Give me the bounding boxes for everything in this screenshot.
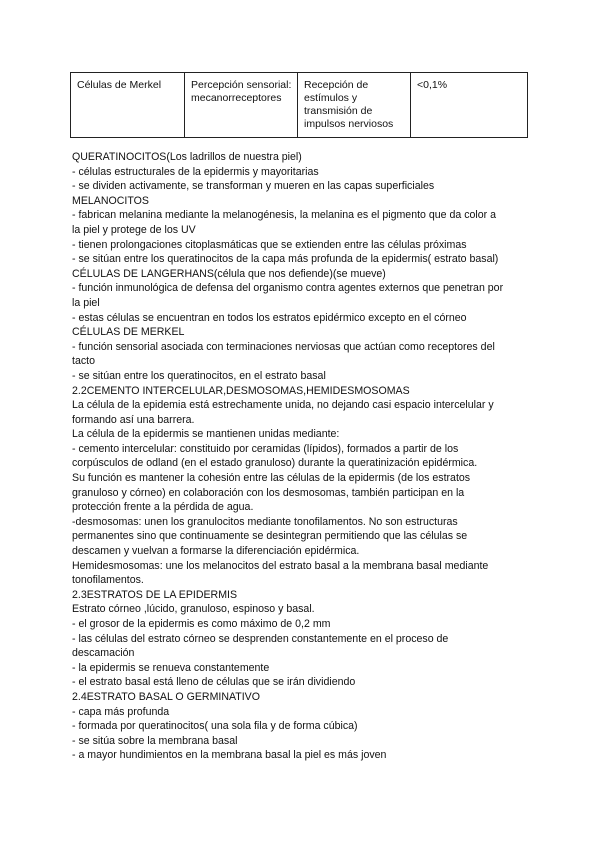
text-line: - células estructurales de la epidermis y mayoritarias: [72, 165, 319, 178]
text-line: - función inmunológica de defensa del organismo contra agentes externos que penetran por: [72, 282, 504, 295]
text-line: protección frente a la pérdida de agua.: [72, 501, 254, 514]
text-line: Hemidesmosomas: une los melanocitos del estrato basal a la membrana basal mediante: [72, 559, 489, 572]
text-line: formando así una barrera.: [72, 413, 195, 426]
text-line: - función sensorial asociada con terminaciones nerviosas que actúan como receptores del: [72, 340, 495, 353]
text-line: CÉLULAS DE LANGERHANS(célula que nos defiende)(se mueve): [72, 267, 386, 280]
text-line: - la epidermis se renueva constantemente: [72, 661, 270, 674]
text-line: - se sitúa sobre la membrana basal: [72, 734, 238, 747]
text-line: granuloso y córneo) en colaboración con los desmosomas, también participan en la: [72, 486, 465, 499]
text-line: - el grosor de la epidermis es como máximo de 0,2 mm: [72, 618, 331, 630]
table-cell-description: Recepción de estímulos y transmisión de impulsos nerviosos: [298, 73, 411, 138]
table-cell-cell-type: Células de Merkel: [71, 73, 185, 138]
text-line: La célula de la epidemia está estrechamente unida, no dejando casi espacio intercelular y: [72, 399, 494, 412]
text-line: - cemento intercelular: constituido por ceramidas (lípidos), formados a partir de los: [72, 442, 459, 455]
text-line: - fabrican melanina mediante la melanogénesis, la melanina es el pigmento que da color a: [72, 209, 497, 222]
text-line: 2.3ESTRATOS DE LA EPIDERMIS: [72, 588, 238, 601]
text-line: permanentes sino que continuamente se desintegran permitiendo que las células se: [72, 530, 468, 543]
text-line: la piel: [72, 296, 100, 309]
text-line: La célula de la epidermis se mantienen unidas mediante:: [72, 428, 340, 441]
text-line: corpúsculos de odland (en el estado granuloso) durante la queratinización epidérmica.: [72, 457, 478, 470]
text-line: - se sitúan entre los queratinocitos, en el estrato basal: [72, 369, 326, 382]
text-line: la piel y protege de los UV: [72, 223, 196, 236]
text-line: - se dividen activamente, se transforman y mueren en las capas superficiales: [72, 180, 435, 193]
table-row: [71, 73, 528, 138]
text-line: - formada por queratinocitos( una sola fila y de forma cúbica): [72, 720, 358, 733]
text-line: tacto: [72, 355, 95, 368]
document-body: [72, 150, 542, 763]
text-line: - capa más profunda: [72, 705, 170, 718]
text-line: -desmosomas: unen los granulocitos mediante tonofilamentos. No son estructuras: [72, 515, 458, 528]
text-line: MELANOCITOS: [72, 194, 149, 207]
text-line: QUERATINOCITOS(Los ladrillos de nuestra piel): [72, 151, 302, 163]
text-line: descamen y vuelvan a formarse la diferenciación epidérmica.: [72, 545, 360, 558]
text-line: - el estrato basal está lleno de células que se irán dividiendo: [72, 676, 356, 689]
table-cell-function: Percepción sensorial: mecanorreceptores: [185, 73, 298, 138]
text-line: - tienen prolongaciones citoplasmáticas que se extienden entre las células próximas: [72, 238, 467, 251]
text-line: - se sitúan entre los queratinocitos de la capa más profunda de la epidermis( estrato basal): [72, 253, 499, 266]
text-line: CÉLULAS DE MERKEL: [72, 326, 185, 339]
text-line: Estrato córneo ,lúcido, granuloso, espinoso y basal.: [72, 603, 315, 616]
text-line: tonofilamentos.: [72, 574, 144, 587]
text-line: - estas células se encuentran en todos los estratos epidérmico excepto en el córneo: [72, 311, 467, 324]
text-line: descamación: [72, 647, 135, 660]
text-line: - a mayor hundimientos en la membrana basal la piel es más joven: [72, 749, 387, 762]
text-line: Su función es mantener la cohesión entre las células de la epidermis (de los estratos: [72, 472, 471, 485]
text-line: - las células del estrato córneo se desprenden constantemente en el proceso de: [72, 632, 449, 645]
cell-types-table: [70, 72, 528, 138]
text-line: 2.2CEMENTO INTERCELULAR,DESMOSOMAS,HEMIDESMOSOMAS: [72, 384, 410, 397]
text-line: 2.4ESTRATO BASAL O GERMINATIVO: [72, 690, 260, 703]
table-cell-percentage: <0,1%: [411, 73, 528, 138]
